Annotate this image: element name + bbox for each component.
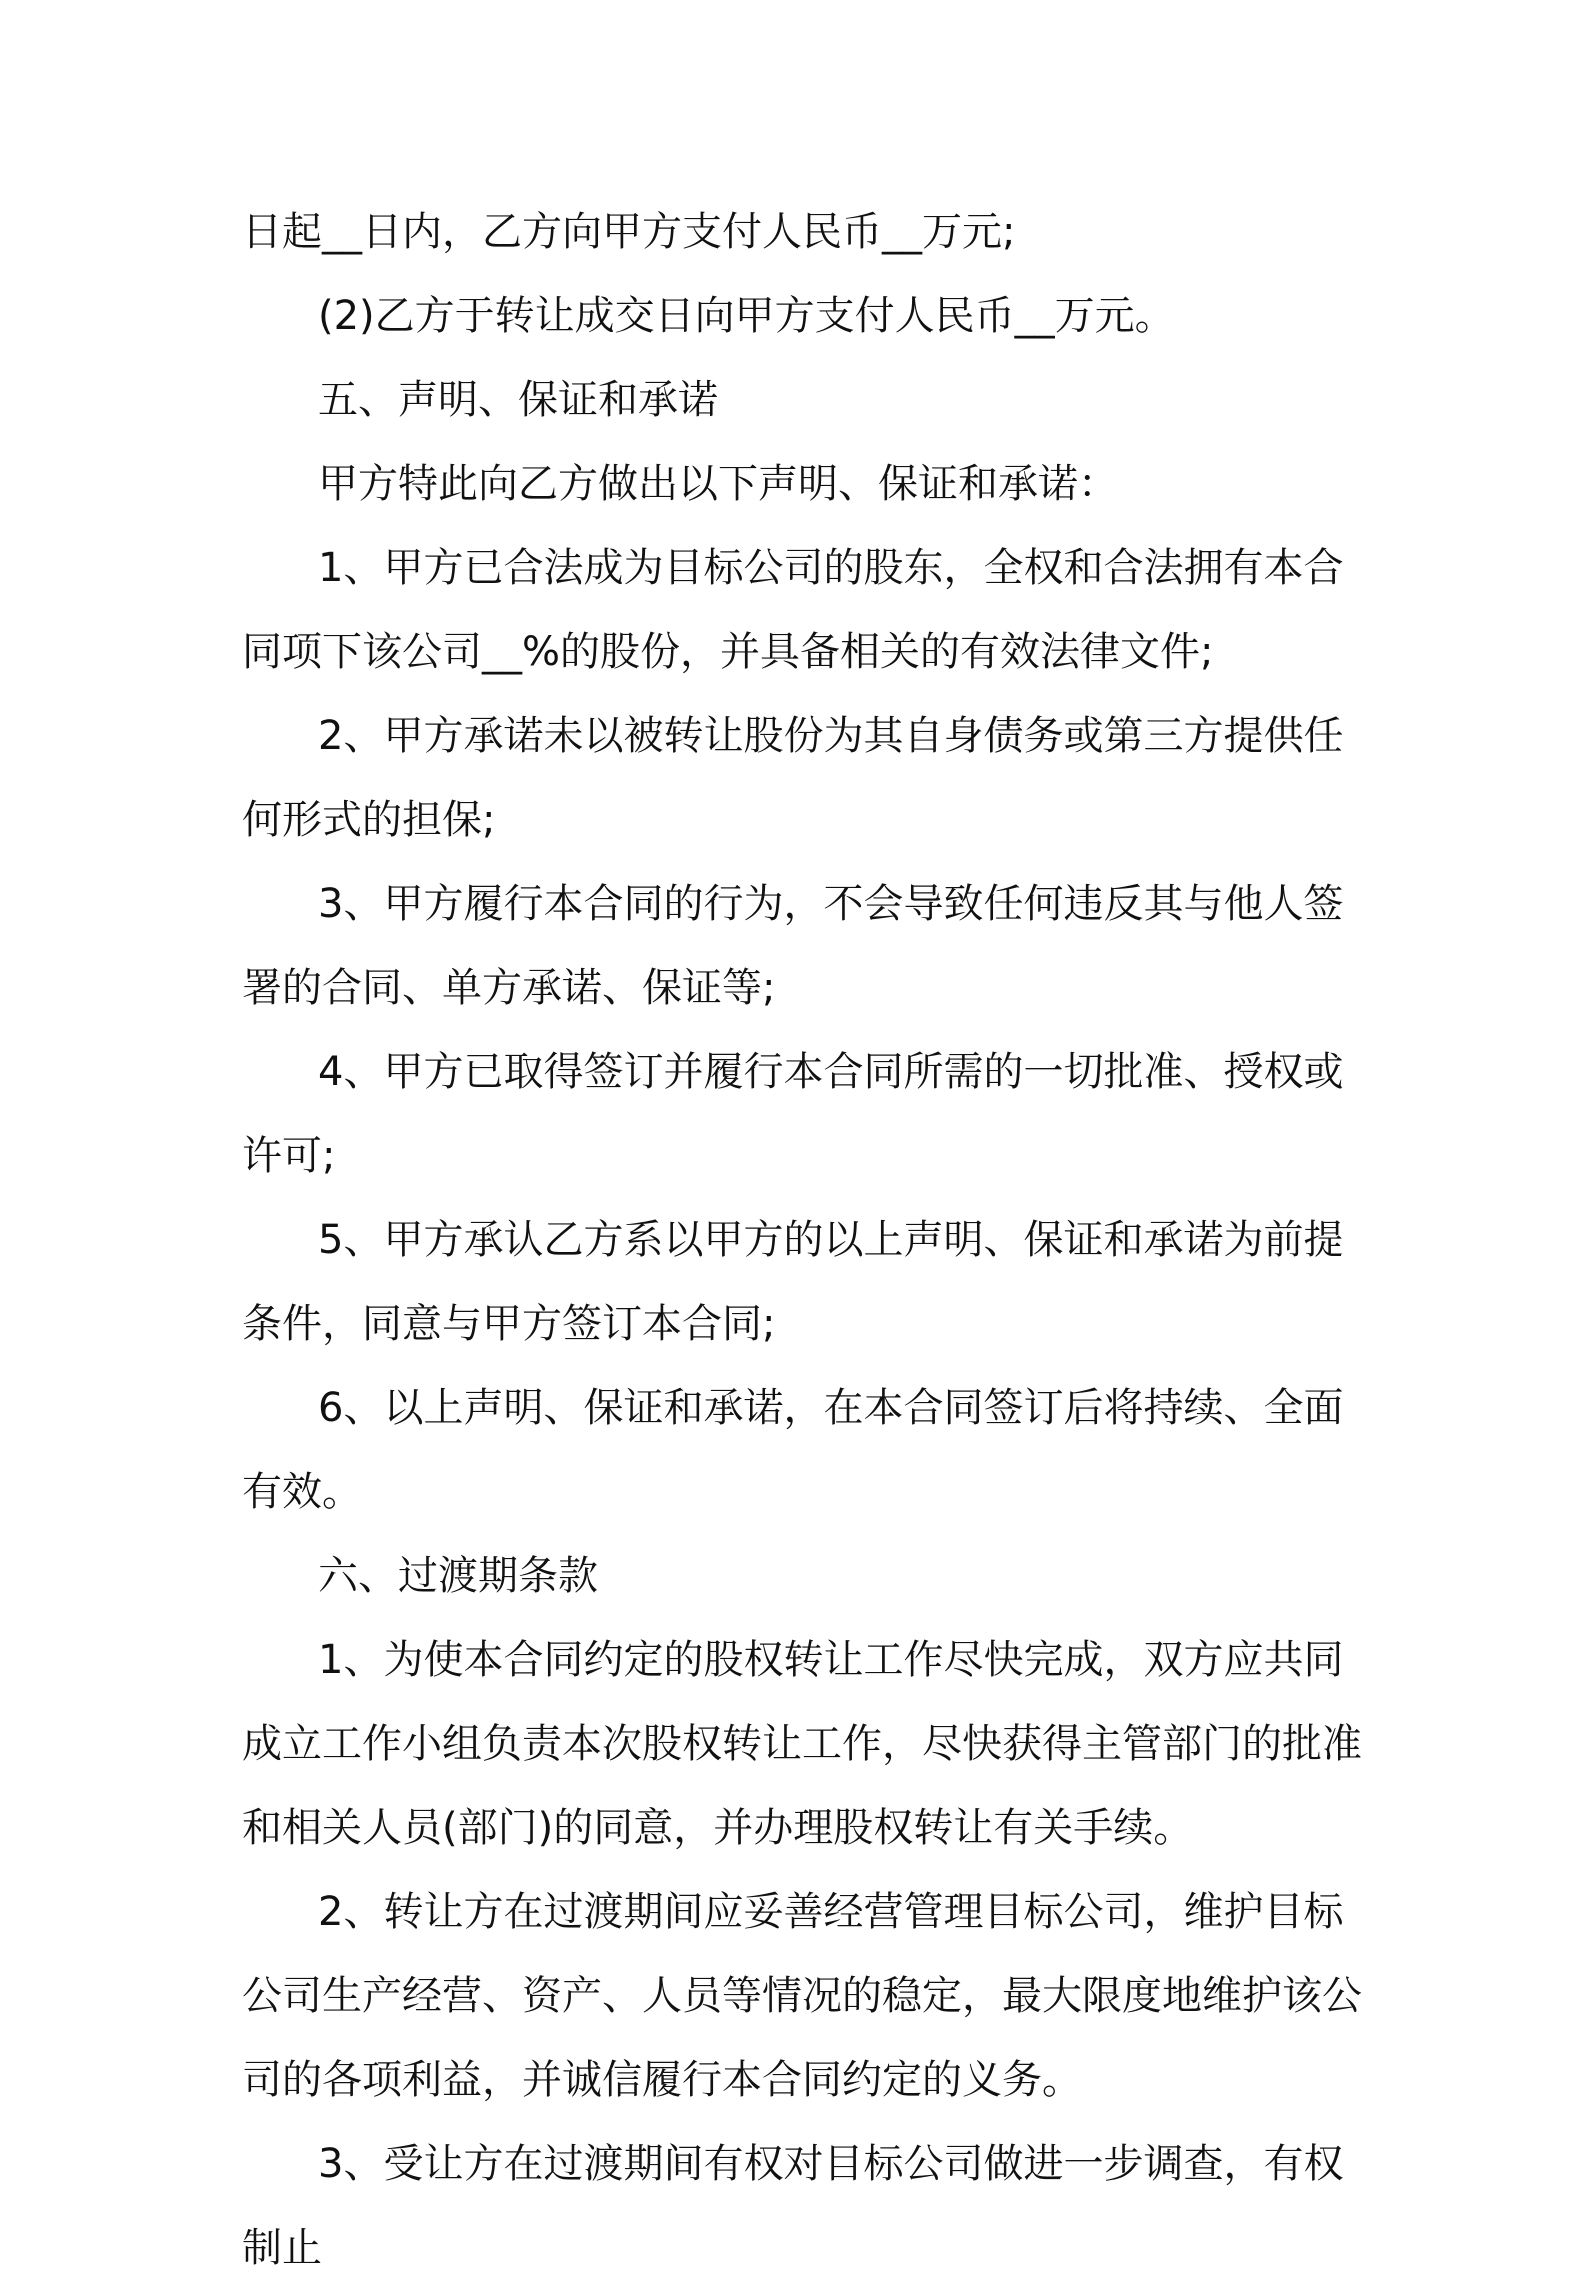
paragraph-1: 日起__日内，乙方向甲方支付人民币__万元; (242, 209, 1016, 255)
clause-6-2: 2、转让方在过渡期间应妥善经营管理目标公司，维护目标公司生产经营、资产、人员等情况的稳定，最大限度地维护该公司的各项利益，并诚信履行本合同约定的义务。 (242, 1889, 1362, 2103)
paragraph-intro: 甲方特此向乙方做出以下声明、保证和承诺： (318, 461, 1118, 507)
clause-6-1: 1、为使本合同约定的股权转让工作尽快完成，双方应共同成立工作小组负责本次股权转让工作，尽快获得主管部门的批准和相关人员(部门)的同意，并办理股权转让有关手续。 (242, 1637, 1362, 1851)
paragraph-2: (2)乙方于转让成交日向甲方支付人民币__万元。 (318, 293, 1175, 339)
clause-5-4: 4、甲方已取得签订并履行本合同所需的一切批准、授权或许可; (242, 1049, 1344, 1179)
clause-5-5: 5、甲方承认乙方系以甲方的以上声明、保证和承诺为前提条件，同意与甲方签订本合同; (242, 1217, 1344, 1347)
section-heading-6: 六、过渡期条款 (318, 1553, 598, 1599)
clause-6-3: 3、受让方在过渡期间有权对目标公司做进一步调查，有权制止 (242, 2141, 1344, 2271)
clause-5-1: 1、甲方已合法成为目标公司的股东，全权和合法拥有本合同项下该公司__%的股份，并具备相关的有效法律文件; (242, 545, 1344, 675)
document-body (242, 190, 1362, 2290)
section-heading-5: 五、声明、保证和承诺 (318, 377, 718, 423)
clause-5-2: 2、甲方承诺未以被转让股份为其自身债务或第三方提供任何形式的担保; (242, 713, 1344, 843)
clause-5-6: 6、以上声明、保证和承诺，在本合同签订后将持续、全面有效。 (242, 1385, 1344, 1515)
clause-5-3: 3、甲方履行本合同的行为，不会导致任何违反其与他人签署的合同、单方承诺、保证等; (242, 881, 1344, 1011)
